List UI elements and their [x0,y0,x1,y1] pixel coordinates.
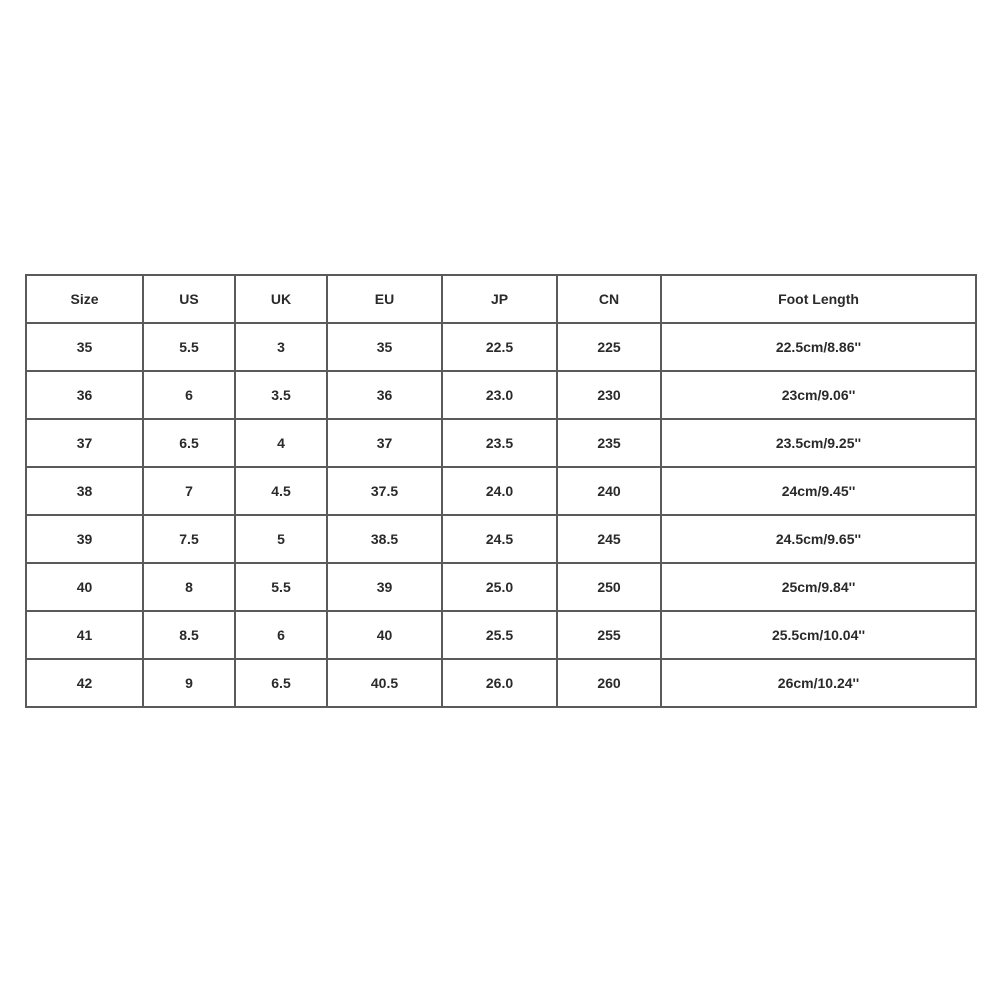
cell-jp: 25.5 [442,611,557,659]
header-foot-length: Foot Length [661,275,976,323]
cell-uk: 5 [235,515,327,563]
cell-uk: 3.5 [235,371,327,419]
cell-jp: 24.5 [442,515,557,563]
cell-eu: 37 [327,419,442,467]
table-row [26,419,976,467]
cell-cn: 260 [557,659,661,707]
cell-foot-length: 26cm/10.24'' [661,659,976,707]
cell-foot-length: 24.5cm/9.65'' [661,515,976,563]
cell-eu: 35 [327,323,442,371]
cell-cn: 245 [557,515,661,563]
cell-us: 9 [143,659,235,707]
cell-jp: 26.0 [442,659,557,707]
cell-eu: 40.5 [327,659,442,707]
table-header-row [26,275,976,323]
cell-uk: 4.5 [235,467,327,515]
cell-size: 37 [26,419,143,467]
header-us: US [143,275,235,323]
cell-jp: 22.5 [442,323,557,371]
cell-size: 42 [26,659,143,707]
cell-cn: 250 [557,563,661,611]
header-eu: EU [327,275,442,323]
cell-jp: 24.0 [442,467,557,515]
cell-eu: 40 [327,611,442,659]
cell-foot-length: 24cm/9.45'' [661,467,976,515]
table-body [26,323,976,707]
table-row [26,371,976,419]
cell-jp: 23.0 [442,371,557,419]
cell-us: 6.5 [143,419,235,467]
cell-cn: 230 [557,371,661,419]
cell-foot-length: 25cm/9.84'' [661,563,976,611]
cell-us: 8 [143,563,235,611]
header-jp: JP [442,275,557,323]
cell-cn: 240 [557,467,661,515]
table-row [26,659,976,707]
size-chart-table [25,274,977,708]
cell-uk: 6 [235,611,327,659]
cell-cn: 235 [557,419,661,467]
header-uk: UK [235,275,327,323]
cell-uk: 5.5 [235,563,327,611]
cell-size: 40 [26,563,143,611]
cell-uk: 6.5 [235,659,327,707]
header-cn: CN [557,275,661,323]
cell-eu: 39 [327,563,442,611]
cell-size: 38 [26,467,143,515]
cell-foot-length: 23cm/9.06'' [661,371,976,419]
cell-eu: 37.5 [327,467,442,515]
table-row [26,515,976,563]
table-row [26,563,976,611]
header-size: Size [26,275,143,323]
cell-size: 39 [26,515,143,563]
cell-jp: 23.5 [442,419,557,467]
cell-size: 41 [26,611,143,659]
cell-us: 7.5 [143,515,235,563]
cell-size: 36 [26,371,143,419]
table-row [26,611,976,659]
table-row [26,323,976,371]
cell-us: 8.5 [143,611,235,659]
cell-foot-length: 25.5cm/10.04'' [661,611,976,659]
cell-uk: 3 [235,323,327,371]
cell-uk: 4 [235,419,327,467]
table-row [26,467,976,515]
cell-us: 6 [143,371,235,419]
cell-foot-length: 22.5cm/8.86'' [661,323,976,371]
cell-eu: 38.5 [327,515,442,563]
cell-cn: 225 [557,323,661,371]
cell-jp: 25.0 [442,563,557,611]
cell-us: 5.5 [143,323,235,371]
cell-foot-length: 23.5cm/9.25'' [661,419,976,467]
cell-cn: 255 [557,611,661,659]
cell-size: 35 [26,323,143,371]
cell-us: 7 [143,467,235,515]
cell-eu: 36 [327,371,442,419]
